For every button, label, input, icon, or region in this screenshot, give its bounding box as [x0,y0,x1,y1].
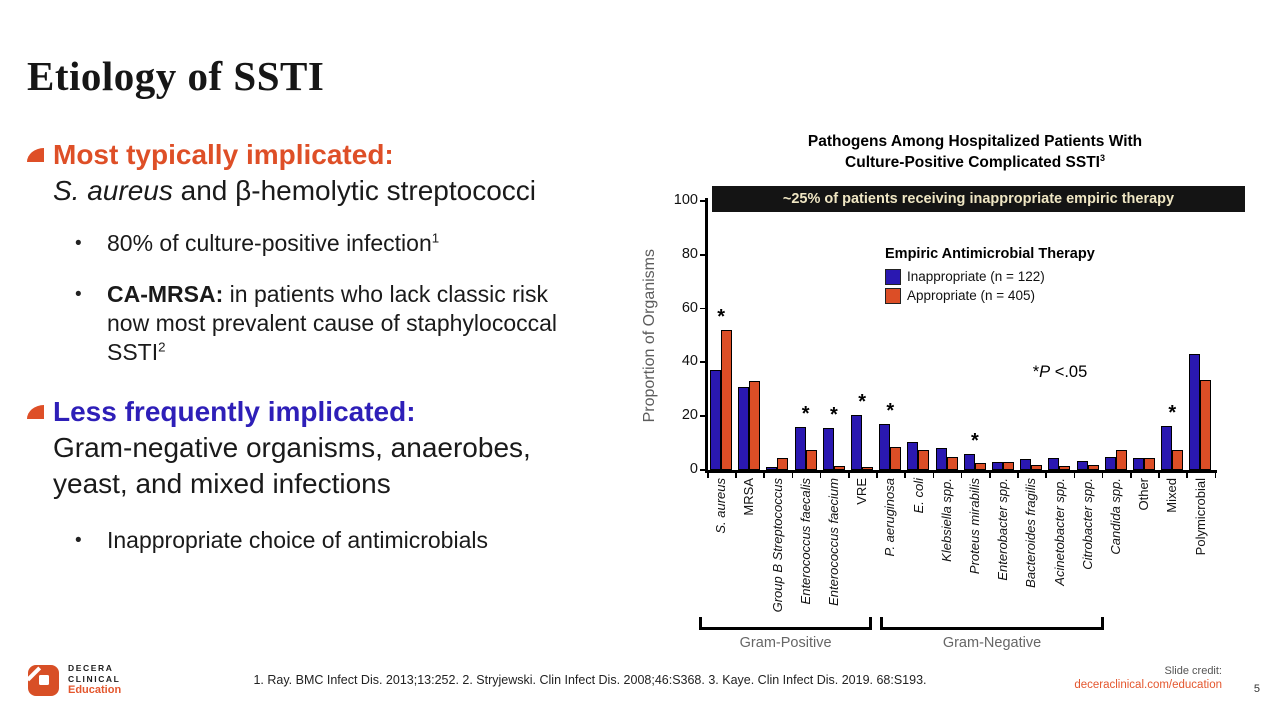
y-tick-label: 40 [681,353,698,370]
x-category-label: S. aureus [713,478,729,534]
bar-appropriate [947,457,958,470]
bar-appropriate [862,467,873,470]
x-category-label: Enterobacter spp. [995,478,1011,581]
page-number: 5 [1253,683,1260,695]
bar-appropriate [918,450,929,470]
triangle-bullet-icon [27,148,44,162]
list-item [75,280,639,367]
section-text: Gram-negative organisms, anaerobes, yeast, and mixed infections [53,432,531,499]
section-most-typically [27,138,639,367]
y-axis-label: Proportion of Organisms [640,248,658,423]
x-category-label: E. coli [910,478,926,514]
x-category-label: Enterococcus faecium [826,478,842,606]
y-tick-label: 100 [673,192,698,208]
x-category-label: VRE [854,478,870,505]
bar-inappropriate [1133,458,1144,470]
bar-inappropriate [964,454,975,470]
bar-inappropriate [879,424,890,470]
legend-label: Inappropriate (n = 122) [907,269,1045,284]
bullet-text: Inappropriate choice of antimicrobials [107,527,488,553]
group-bracket-label: Gram-Negative [942,635,1042,651]
page-title: Etiology of SSTI [27,53,325,99]
bar-inappropriate [823,428,834,470]
bar-inappropriate [710,370,721,470]
bar-appropriate [1172,450,1183,470]
x-category-label: Citrobacter spp. [1079,478,1095,570]
bar-inappropriate [992,462,1003,470]
y-tick-label: 0 [689,461,698,477]
x-category-label: Group B Streptococcus [769,478,785,613]
section-heading: Most typically implicated: [53,139,394,170]
bar-inappropriate [1020,459,1031,470]
bar-chart [640,125,1270,670]
bar-group [1102,201,1130,470]
chart-title [700,131,1250,173]
bar-inappropriate [936,448,947,470]
legend-item [885,267,1095,286]
bar-inappropriate [1105,457,1116,470]
body-content [27,138,639,577]
significance-star: * [886,400,895,423]
bar-group [876,201,904,470]
bar-group [1186,201,1214,470]
gram-group-brackets [707,617,1215,662]
legend-label: Appropriate (n = 405) [907,288,1035,303]
bar-appropriate [1088,465,1099,470]
x-category-label: Mixed [1164,478,1180,513]
x-category-label: Candida spp. [1108,478,1124,555]
bar-group [1074,201,1102,470]
significance-star: * [1168,401,1177,424]
group-bracket [880,617,1104,630]
list-item [75,526,639,555]
bar-group [1130,201,1158,470]
chart-legend [885,246,1095,305]
legend-swatch-icon [885,269,901,285]
bar-appropriate [806,450,817,470]
bar-inappropriate [1048,458,1059,470]
bar-group [904,201,932,470]
bar-group [763,201,791,470]
bar-appropriate [1059,466,1070,470]
bar-group [735,201,763,470]
x-category-label: Bacteroides fragilis [1023,478,1039,588]
bar-inappropriate [1189,354,1200,470]
y-tick-label: 20 [681,407,698,424]
bar-appropriate [721,330,732,470]
bullet-dot-icon: • [75,530,82,551]
y-tick-label: 80 [681,245,698,262]
section-text: S. aureus and β-hemolytic streptococci [53,175,536,206]
significance-star: * [801,402,810,425]
x-category-label: Klebsiella spp. [938,478,954,562]
x-category-label: Acinetobacter spp. [1051,478,1067,586]
bullet-text: 80% of culture-positive infection$^1$ [107,230,440,256]
bar-appropriate [890,447,901,470]
group-bracket-label: Gram-Positive [739,635,832,651]
bar-appropriate [1031,465,1042,470]
bar-appropriate [1003,462,1014,470]
plot-area [707,201,1215,470]
x-category-label: Proteus mirabilis [967,478,983,575]
logo-line3: Education [68,684,122,696]
bar-inappropriate [907,442,918,470]
y-tick-label: 60 [681,299,698,316]
bullet-dot-icon: • [75,284,82,305]
legend-title: Empiric Antimicrobial Therapy [885,246,1095,262]
significance-star: * [858,390,866,413]
x-axis-labels [707,478,1215,638]
section-less-frequently [27,395,639,555]
x-category-label: Polymicrobial [1192,478,1208,556]
bar-group [792,201,820,470]
bar-group [820,201,848,470]
bar-appropriate [1144,458,1155,470]
bar-inappropriate [766,467,777,470]
bar-appropriate [749,381,760,470]
significance-star: * [829,404,838,427]
x-category-label: P. aeruginosa [882,478,898,557]
bar-appropriate [834,466,845,470]
decera-logo-icon [28,665,59,696]
logo-line1: DECERA [68,663,114,673]
legend-swatch-icon [885,288,901,304]
references: 1. Ray. BMC Infect Dis. 2013;13:252. 2. Stryjewski. Clin Infect Dis. 2008;46:S368. 3. Kaye. Clin Infect Dis. 2019. 68:S193. [253,673,927,687]
significance-star: * [717,306,725,329]
p-value-annotation: *P <.05 [1032,363,1088,381]
significance-star: * [970,429,979,452]
bar-group [707,201,735,470]
triangle-bullet-icon [27,405,44,419]
bar-group [989,201,1017,470]
bar-group [848,201,876,470]
bullet-dot-icon: • [75,233,82,254]
bar-appropriate [1116,450,1127,470]
logo [28,663,121,697]
logo-line2: CLINICAL [68,673,121,684]
bar-group [933,201,961,470]
bar-inappropriate [795,427,806,470]
group-bracket [699,617,872,630]
bar-group [1158,201,1186,470]
section-heading: Less frequently implicated: [53,396,416,427]
bullet-text: CA-MRSA: in patients who lack classic risk now most prevalent cause of staphylococcal SSTI$^2$ [107,281,558,365]
bar-group [1045,201,1073,470]
chart-banner: ~25% of patients receiving inappropriate empiric therapy [712,186,1245,212]
list-item [75,229,639,258]
slide-credit [1074,665,1222,691]
bar-inappropriate [738,387,749,470]
slide-credit-label: Slide credit: [1164,665,1222,677]
bar-appropriate [1200,380,1211,470]
chart-title-line2: Culture-Positive Complicated SSTI$^3$ [845,152,1105,171]
bar-inappropriate [1161,426,1172,470]
bar-appropriate [975,463,986,470]
chart-title-line1: Pathogens Among Hospitalized Patients With [807,133,1143,150]
bar-appropriate [777,458,788,470]
x-category-label: Other [1136,478,1152,511]
bar-inappropriate [851,415,862,470]
bar-inappropriate [1077,461,1088,470]
bar-group [961,201,989,470]
legend-item [885,286,1095,305]
x-category-label: MRSA [741,478,757,516]
bar-group [1017,201,1045,470]
x-category-label: Enterococcus faecalis [797,478,813,605]
slide-credit-link[interactable]: deceraclinical.com/education [1074,679,1222,691]
